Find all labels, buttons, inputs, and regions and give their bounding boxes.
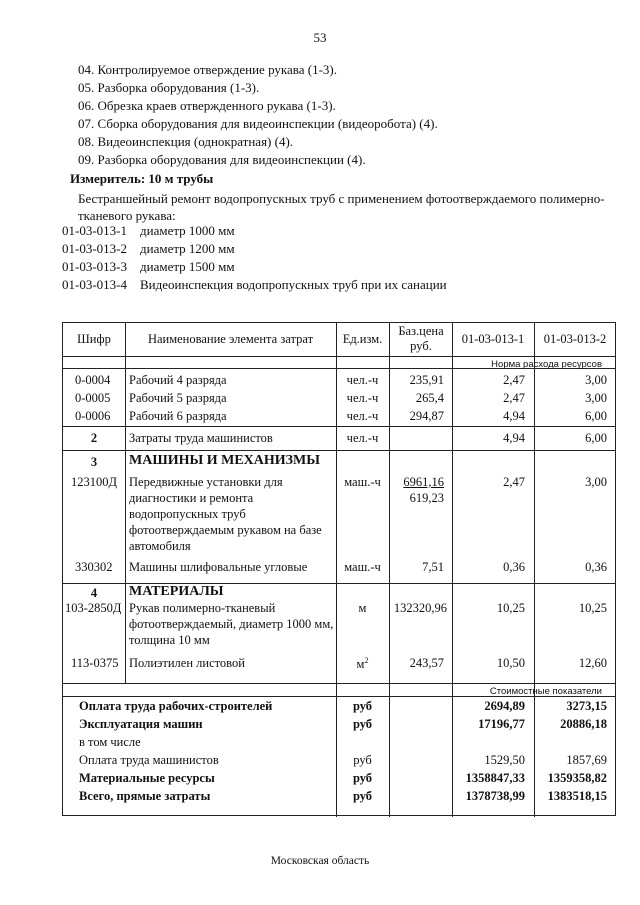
code-line xyxy=(62,223,235,239)
resource-table xyxy=(62,322,616,816)
section-title: МАТЕРИАЛЫ xyxy=(129,584,224,599)
cost-name: Эксплуатация машин xyxy=(79,717,203,731)
unit-superscript: 2 xyxy=(364,656,369,665)
cost-v1: 1529,50 xyxy=(484,753,525,767)
row-code: 0-0005 xyxy=(75,391,111,405)
row-price: 243,57 xyxy=(409,656,444,670)
header-price: Баз.цена руб. xyxy=(398,324,444,353)
step-item: 07. Сборка оборудования для видеоинспекции (видеоробота) (4). xyxy=(78,116,438,131)
row-unit xyxy=(336,653,389,672)
cost-unit: руб xyxy=(352,771,373,785)
cost-v2: 1857,69 xyxy=(566,753,607,767)
row-v1: 0,36 xyxy=(503,560,525,574)
code-line xyxy=(62,277,447,293)
step-item: 04. Контролируемое отверждение рукава (1-3). xyxy=(78,62,338,77)
header-col2: 01-03-013-2 xyxy=(543,332,607,346)
step-item: 09. Разборка оборудования для видеоинспекции (4). xyxy=(78,152,366,167)
cost-unit: руб xyxy=(352,789,373,803)
row-price: 132320,96 xyxy=(393,601,447,615)
row-name: Полиэтилен листовой xyxy=(129,656,245,670)
page-footer: Московская область xyxy=(270,855,370,867)
code-text: диаметр 1000 мм xyxy=(140,223,235,238)
cost-name: Материальные ресурсы xyxy=(79,771,215,785)
row-unit: чел.-ч xyxy=(346,409,379,423)
norm-label: Норма расхода ресурсов xyxy=(491,359,602,370)
cost-v1: 2694,89 xyxy=(484,699,525,713)
row-name: Машины шлифовальные угловые xyxy=(129,560,308,574)
row-v2: 3,00 xyxy=(585,475,607,489)
table-rule xyxy=(63,426,615,427)
header-name: Наименование элемента затрат xyxy=(147,332,314,346)
row-code: 330302 xyxy=(75,560,113,574)
step-item: 06. Обрезка краев отвержденного рукава (1-3). xyxy=(78,98,336,113)
page-number: 53 xyxy=(313,30,327,45)
code-line xyxy=(62,241,235,257)
row-price: 265,4 xyxy=(415,391,444,405)
meter-heading: Измеритель: 10 м трубы xyxy=(70,171,214,186)
header-code: Шифр xyxy=(77,332,111,346)
row-price-secondary: 619,23 xyxy=(409,491,444,505)
row-name: Передвижные установки для диагностики и ремонта водопропускных труб фотоотверждаемым рукавом на базе автомобиля xyxy=(129,475,322,553)
header-col1: 01-03-013-1 xyxy=(461,332,525,346)
section-number: 3 xyxy=(90,455,98,469)
unit-text: м xyxy=(356,657,365,672)
cost-v2: 1359358,82 xyxy=(547,771,607,785)
row-code: 113-0375 xyxy=(71,656,119,670)
cost-v1: 1378738,99 xyxy=(465,789,525,803)
cost-unit: руб xyxy=(352,699,373,713)
row-v2: 3,00 xyxy=(585,373,607,387)
table-rule xyxy=(63,450,615,451)
section-name: Затраты труда машинистов xyxy=(129,431,273,445)
row-v2: 6,00 xyxy=(585,409,607,423)
cost-name: в том числе xyxy=(79,735,141,749)
row-v1: 10,50 xyxy=(496,656,525,670)
row-name: Рабочий 4 разряда xyxy=(129,373,227,387)
code-number: 01-03-013-1 xyxy=(62,223,127,238)
row-price: 294,87 xyxy=(409,409,444,423)
row-code: 0-0004 xyxy=(75,373,111,387)
row-code: 0-0006 xyxy=(75,409,111,423)
row-v2: 12,60 xyxy=(578,656,607,670)
cost-unit: руб xyxy=(353,753,372,767)
row-v1: 10,25 xyxy=(496,601,525,615)
row-unit: чел.-ч xyxy=(346,431,379,445)
row-v2: 0,36 xyxy=(585,560,607,574)
code-text: диаметр 1500 мм xyxy=(140,259,235,274)
cost-name: Оплата труда машинистов xyxy=(79,753,219,767)
cost-name: Всего, прямые затраты xyxy=(79,789,211,803)
cost-name: Оплата труда рабочих-строителей xyxy=(79,699,273,713)
section-number: 4 xyxy=(90,586,98,600)
cost-v1: 17196,77 xyxy=(478,717,525,731)
row-unit: маш.-ч xyxy=(344,560,381,574)
row-price: 235,91 xyxy=(409,373,444,387)
row-price: 6961,16 xyxy=(403,475,444,489)
row-v1: 4,94 xyxy=(503,431,525,445)
code-text: Видеоинспекция водопропускных труб при их санации xyxy=(140,277,447,292)
section-title: МАШИНЫ И МЕХАНИЗМЫ xyxy=(129,453,321,468)
row-code: 103-2850Д xyxy=(65,601,122,615)
code-number: 01-03-013-3 xyxy=(62,259,127,274)
row-v2: 3,00 xyxy=(585,391,607,405)
row-v1: 4,94 xyxy=(503,409,525,423)
row-v2: 6,00 xyxy=(585,431,607,445)
header-unit: Ед.изм. xyxy=(342,332,383,346)
row-v1: 2,47 xyxy=(503,475,525,489)
step-item: 08. Видеоинспекция (однократная) (4). xyxy=(78,134,294,149)
cost-v2: 20886,18 xyxy=(560,717,607,731)
row-v1: 2,47 xyxy=(503,391,525,405)
cost-label: Стоимостные показатели xyxy=(489,686,602,697)
row-code: 123100Д xyxy=(71,475,118,489)
cost-v1: 1358847,33 xyxy=(465,771,525,785)
step-item: 05. Разборка оборудования (1-3). xyxy=(78,80,260,95)
cost-v2: 1383518,15 xyxy=(547,789,607,803)
row-unit: маш.-ч xyxy=(344,475,381,489)
row-unit: чел.-ч xyxy=(346,373,379,387)
table-rule xyxy=(125,323,126,683)
work-description: Бестраншейный ремонт водопропускных труб с применением фотоотверждаемого полимерно-тканевого рукава: xyxy=(78,191,605,223)
row-v2: 10,25 xyxy=(578,601,607,615)
code-text: диаметр 1200 мм xyxy=(140,241,235,256)
code-number: 01-03-013-4 xyxy=(62,277,127,292)
row-name: Рукав полимерно-тканевый фотоотверждаемый, диаметр 1000 мм, толщина 10 мм xyxy=(129,601,334,647)
row-name: Рабочий 6 разряда xyxy=(129,409,227,423)
section-number: 2 xyxy=(90,431,98,445)
row-v1: 2,47 xyxy=(503,373,525,387)
cost-unit: руб xyxy=(352,717,373,731)
row-name: Рабочий 5 разряда xyxy=(129,391,227,405)
code-line xyxy=(62,259,235,275)
row-unit: м xyxy=(358,601,367,615)
row-unit: чел.-ч xyxy=(346,391,379,405)
row-price: 7,51 xyxy=(422,560,444,574)
code-number: 01-03-013-2 xyxy=(62,241,127,256)
cost-v2: 3273,15 xyxy=(566,699,607,713)
